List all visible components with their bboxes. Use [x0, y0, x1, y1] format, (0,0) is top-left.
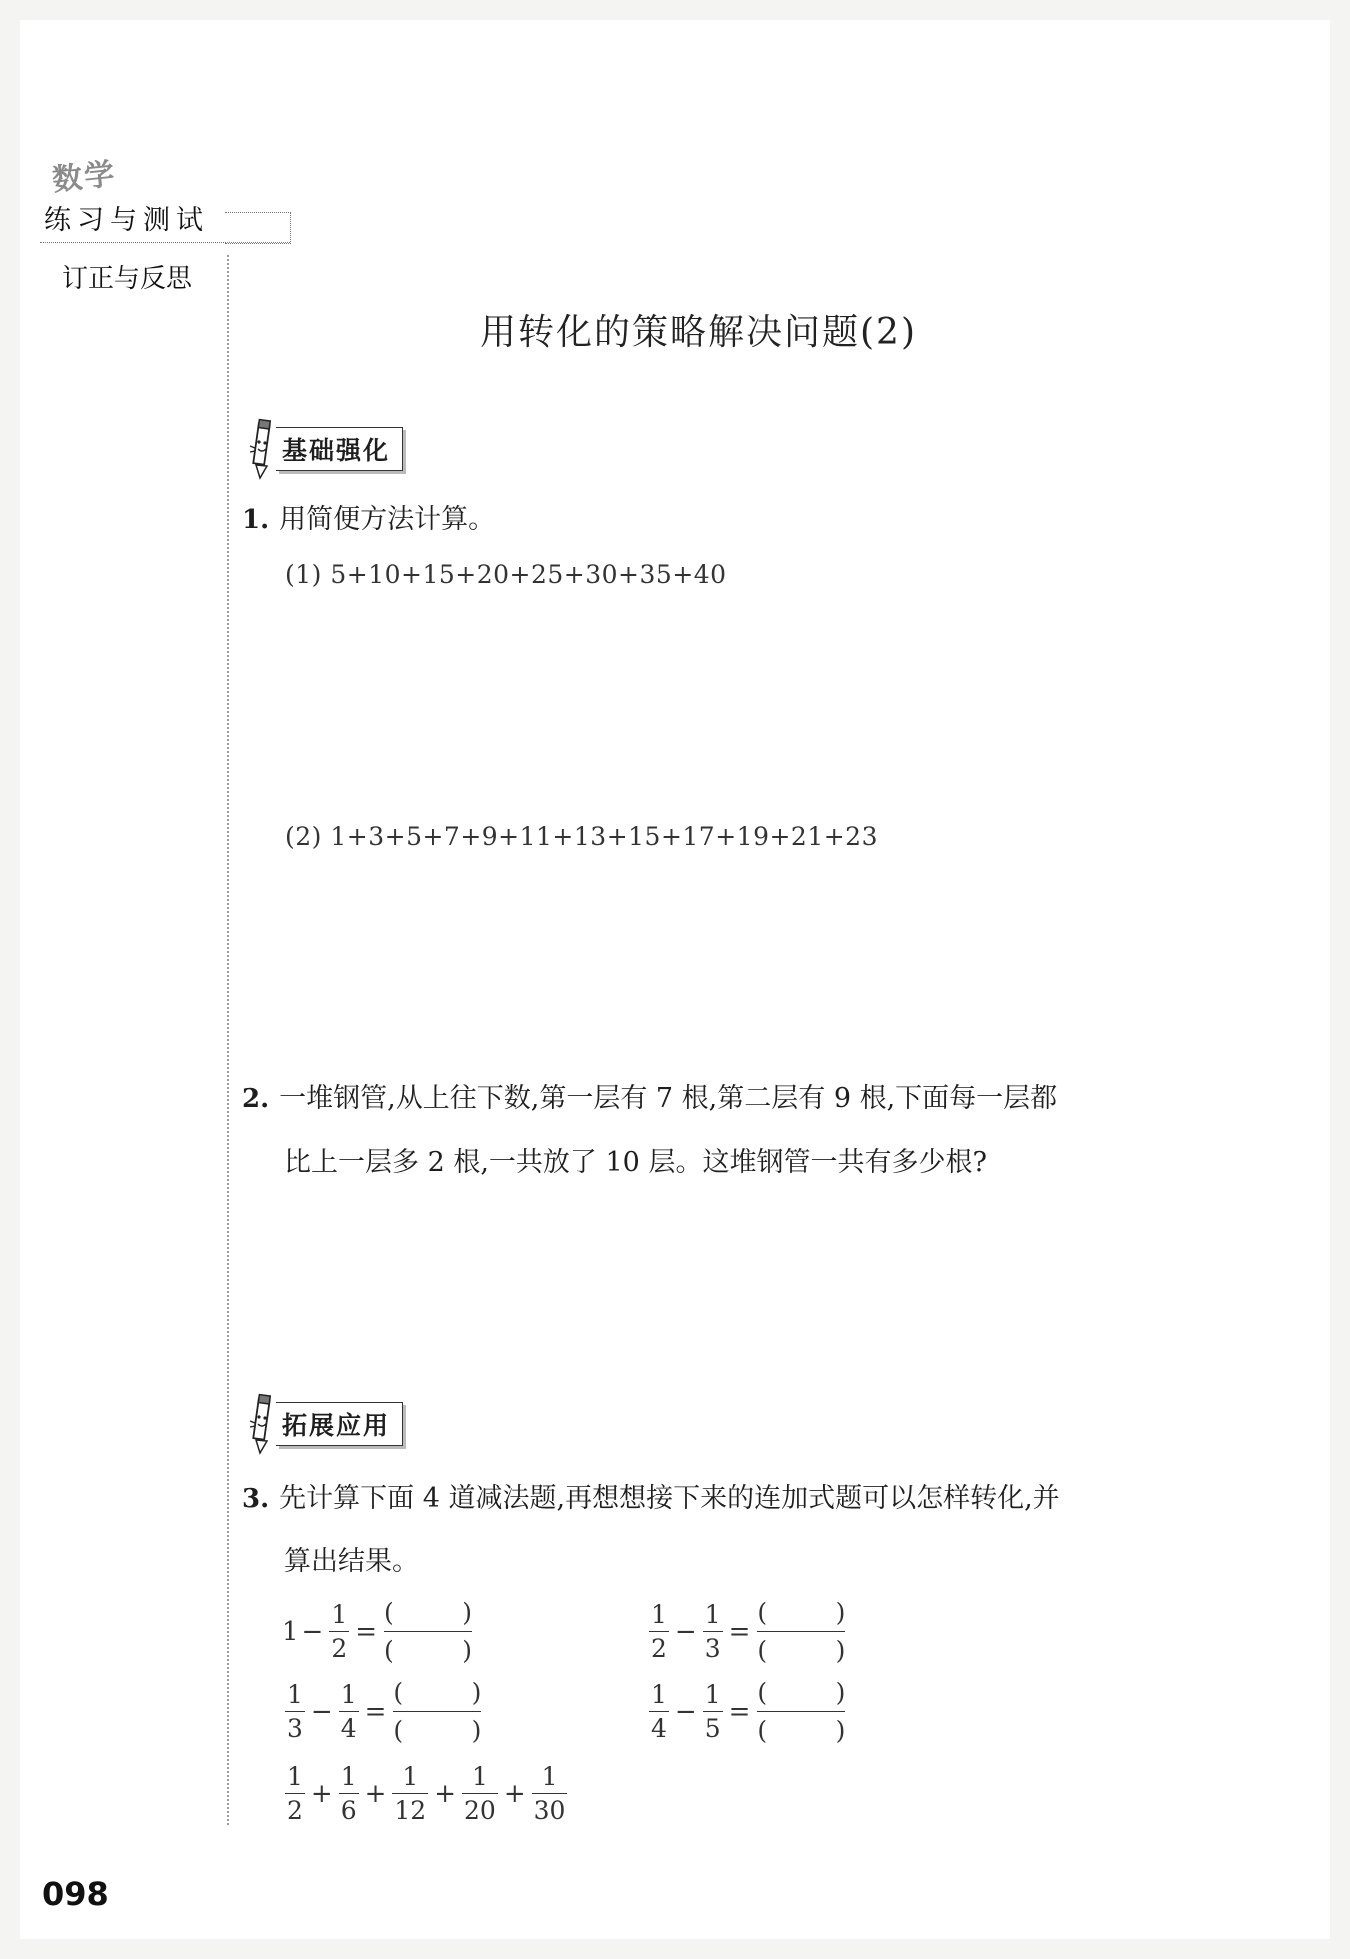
fraction: $\frac{1}{4}$	[651, 1680, 667, 1743]
fraction: $\frac{1}{4}$	[340, 1680, 357, 1743]
equals-sign: =	[364, 1696, 387, 1727]
fraction: $\frac{1}{30}$	[533, 1762, 566, 1825]
plus-sign: +	[310, 1778, 333, 1809]
question-1-item-2: (2) 1+3+5+7+9+11+13+15+17+19+21+23	[285, 822, 878, 851]
fraction: $\frac{1}{2}$	[651, 1600, 667, 1663]
equals-sign: =	[728, 1616, 751, 1647]
plus-sign: +	[364, 1778, 387, 1809]
plus-sign: +	[503, 1778, 526, 1809]
question-2-line-2: 比上一层多 2 根,一共放了 10 层。这堆钢管一共有多少根?	[284, 1147, 987, 1178]
answer-blank-fraction[interactable]: ( ) ( )	[757, 1598, 846, 1665]
series-dotted-box	[225, 212, 291, 244]
subject-label: 数学	[50, 156, 119, 199]
pencil-icon	[248, 1393, 274, 1455]
equation-1-a: 1	[282, 1616, 299, 1647]
fraction: $\frac{1}{20}$	[464, 1762, 496, 1825]
fraction: $\frac{1}{6}$	[340, 1762, 357, 1825]
equation-2	[646, 1600, 845, 1663]
fraction: $\frac{1}{12}$	[394, 1762, 427, 1825]
question-3	[242, 1467, 1060, 1531]
question-3-line-2: 算出结果。	[284, 1546, 419, 1577]
margin-divider	[227, 255, 229, 1825]
question-1	[242, 488, 495, 552]
question-1-item-1: (1) 5+10+15+20+25+30+35+40	[285, 560, 727, 589]
fraction: $\frac{1}{2}$	[331, 1600, 348, 1663]
question-1-text: 用简便方法计算。	[279, 504, 496, 535]
fraction: $\frac{1}{3}$	[704, 1600, 721, 1663]
section-basic-header	[248, 418, 403, 480]
section-basic-label: 基础强化	[276, 427, 403, 471]
fraction: $\frac{1}{5}$	[704, 1680, 721, 1743]
fraction: $\frac{1}{3}$	[287, 1680, 303, 1743]
margin-label: 订正与反思	[62, 264, 193, 294]
answer-blank-fraction[interactable]: ( ) ( )	[757, 1678, 846, 1745]
equation-1	[282, 1600, 472, 1663]
minus-sign: −	[301, 1616, 324, 1647]
page	[20, 20, 1330, 1939]
page-number: 098	[42, 1875, 109, 1913]
pencil-icon	[248, 418, 274, 480]
minus-sign: −	[310, 1696, 333, 1727]
equals-sign: =	[728, 1696, 751, 1727]
header-dotted-line	[40, 242, 290, 243]
answer-blank-fraction[interactable]: ( ) ( )	[384, 1598, 473, 1665]
section-extend-label: 拓展应用	[276, 1402, 403, 1446]
section-extend-header	[248, 1393, 403, 1455]
page-title: 用转化的策略解决问题(2)	[480, 312, 917, 353]
equation-3	[282, 1680, 481, 1743]
minus-sign: −	[674, 1616, 697, 1647]
equals-sign: =	[355, 1616, 378, 1647]
sum-expression	[282, 1764, 570, 1823]
question-3-line-1: 先计算下面 4 道减法题,再想想接下来的连加式题可以怎样转化,并	[279, 1483, 1060, 1514]
answer-blank-fraction[interactable]: ( ) ( )	[393, 1678, 482, 1745]
minus-sign: −	[674, 1696, 697, 1727]
question-3-number: 3.	[242, 1484, 270, 1514]
question-1-number: 1.	[242, 505, 270, 535]
fraction: $\frac{1}{2}$	[287, 1762, 303, 1825]
series-label: 练习与测试	[44, 205, 209, 236]
question-2-line-1: 一堆钢管,从上往下数,第一层有 7 根,第二层有 9 根,下面每一层都	[279, 1083, 1058, 1114]
plus-sign: +	[434, 1778, 457, 1809]
equation-4	[646, 1680, 845, 1743]
question-2-number: 2.	[242, 1084, 270, 1114]
question-2	[242, 1067, 1057, 1131]
